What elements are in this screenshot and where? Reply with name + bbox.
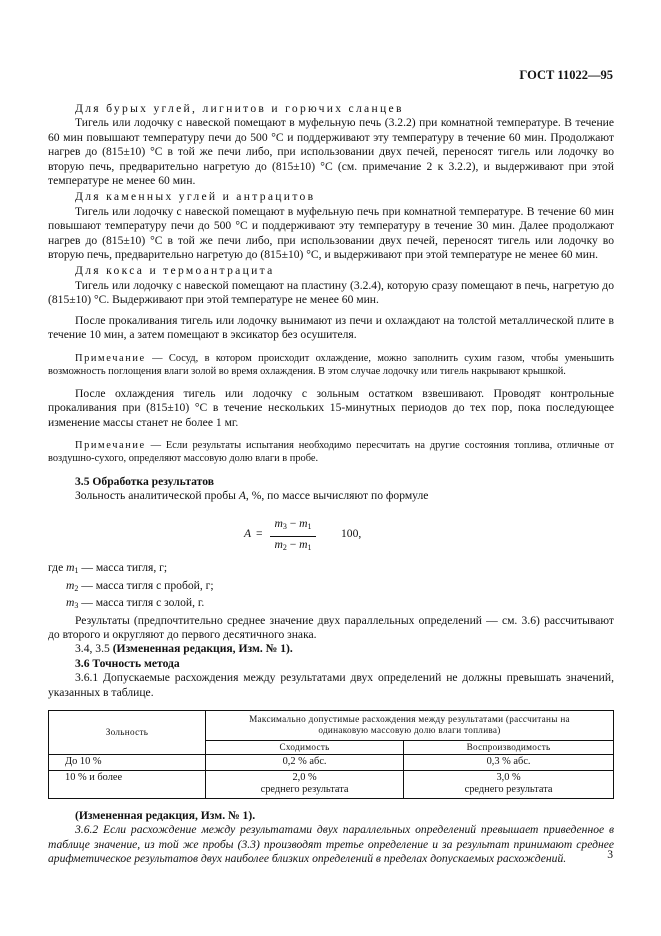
den-b: m [299, 537, 308, 551]
formula-fraction [270, 517, 316, 555]
coke-heading: Для кокса и термоантрацита [75, 264, 275, 278]
note-1-text: — Сосуд, в котором происходит охлаждение, можно заполнить сухим газом, чтобы уменьшить возможность поглощения влаги золой во время охлаждения. В этом случае лодочку или тигель накрывают крышкой. [48, 352, 614, 377]
formula-lhs: A [244, 527, 252, 541]
document-code: ГОСТ 11022—95 [519, 68, 613, 82]
edition-note: (Измененная редакция, Изм. № 1). [112, 642, 293, 656]
after-calcination-text: После прокаливания тигель или лодочку вынимают из печи и охлаждают на толстой металлической плите в течение 10 мин, а затем помещают в эксикатор без осушителя. [48, 313, 614, 342]
section-3-6-1-text: 3.6.1 Допускаемые расхождения между результатами двух определений не должны превышать значений, указанных в таблице. [48, 671, 614, 699]
hard-coal-heading: Для каменных углей и антрацитов [75, 190, 316, 204]
note-1-label: Примечание [75, 352, 146, 364]
def-sub: 3 [74, 601, 79, 611]
table-row [49, 770, 614, 798]
def-text: — масса тигля, г; [78, 561, 168, 575]
ash-formula [48, 517, 614, 553]
note-2-label: Примечание [75, 440, 146, 452]
after-cooling-text: После охлаждения тигель или лодочку с зольным остатком взвешивают. Проводят контрольные прокаливания при (815±10) °С в течение нескольких 15-минутных периодов до тех пор, пока последующее изменение массы станет не более 1 мг. [48, 386, 614, 429]
num-a-sub: 3 [282, 522, 287, 532]
def-symbol: m [66, 561, 75, 575]
header-ash: Зольность [49, 711, 206, 755]
definition-m3 [48, 596, 614, 613]
where-word: где [48, 561, 64, 575]
edition-prefix: 3.4, 3.5 [75, 642, 113, 656]
formula-denominator [270, 537, 316, 555]
hard-coal-text: Тигель или лодочку с навеской помещают в муфельную печь при комнатной температуре. В течение 60 мин повышают температуру печи до 500 °С и поддерживают эту температуру в течение 30 мин. Далее продолжают нагрев до (815±10) °С в той же печи либо, при использовании двух печей, переносят тигель или лодочку во вторую печь, предварительно нагретую до (815±10) °С, и выдерживают при этой температуре не менее 60 мин. [48, 204, 614, 262]
tolerance-table [48, 710, 614, 799]
def-sub: 2 [74, 583, 79, 593]
header-reproducibility: Воспроизводимость [404, 740, 614, 754]
intro-symbol: A [238, 488, 246, 502]
num-a: m [274, 517, 283, 531]
note-1 [48, 352, 614, 378]
den-b-sub: 1 [307, 542, 312, 552]
den-op: − [286, 537, 300, 551]
note-2-text: — Если результаты испытания необходимо пересчитать на другие состояния топлива, отличные от воздушно-сухого, определяют массовую долю влаги в пробе. [48, 440, 614, 465]
cell-ash: До 10 % [49, 755, 206, 771]
edition-3-4-3-5 [48, 642, 614, 656]
formula-numerator [270, 517, 316, 536]
cell-ash: 10 % и более [49, 770, 206, 798]
edition-3-6: (Измененная редакция, Изм. № 1). [75, 809, 256, 822]
section-3-5-title: 3.5 Обработка результатов [75, 474, 214, 488]
cell-value: 2,0 % [292, 771, 317, 783]
def-symbol: m [66, 578, 75, 592]
formula-factor: 100, [341, 527, 362, 541]
intro-text: Зольность аналитической пробы [75, 488, 239, 502]
cell-value: 3,0 % [496, 771, 521, 783]
formula-definitions [48, 561, 614, 613]
num-op: − [286, 517, 300, 531]
den-a: m [274, 537, 283, 551]
def-symbol: m [66, 596, 75, 610]
definition-m1 [48, 561, 614, 578]
intro-text-end: , %, по массе вычисляют по формуле [245, 488, 429, 502]
cell-value-note: среднего результата [260, 784, 349, 796]
brown-coal-text: Тигель или лодочку с навеской помещают в муфельную печь (3.2.2) при комнатной температуре. В течение 60 мин повышают температуру печи до 500 °С и поддерживают эту температуру в течение 60 мин. Продолжают нагрев до (815±10) °С в той же печи либо, при использовании двух печей, переносят тигель или лодочку во вторую печь, предварительно нагретую до (815±10) °С (см. примечание 2 к 3.2.2), и выдерживают при этой температуре не менее 60 мин. [48, 116, 614, 188]
note-2 [48, 439, 614, 465]
definition-m2 [48, 579, 614, 596]
page-number: 3 [607, 848, 613, 861]
den-a-sub: 2 [282, 542, 287, 552]
coke-text: Тигель или лодочку с навеской помещают на пластину (3.2.4), которую сразу помещают в печь, нагретую до (815±10) °С. Выдерживают при этой температуре не менее 60 мин. [48, 278, 614, 307]
cell-reproducibility: 0,3 % абс. [404, 755, 614, 771]
cell-value-note: среднего результата [464, 784, 553, 796]
num-b: m [299, 517, 308, 531]
brown-coal-heading: Для бурых углей, лигнитов и горючих сланцев [75, 102, 404, 115]
num-b-sub: 1 [307, 522, 312, 532]
document-body [48, 100, 614, 867]
section-3-6-2-text: 3.6.2 Если расхождение между результатами двух параллельных определений превышает приведенное в таблице значение, из той же пробы (3.3) производят третье определение и за результат принимают среднее арифметическое результатов двух наиболее близких определений в пределах допускаемых расхождений. [48, 823, 614, 866]
header-convergence: Сходимость [206, 740, 404, 754]
section-3-5-intro [48, 489, 614, 503]
header-group: Максимально допустимые расхождения между результатами (рассчитаны на одинаковую массовую долю влаги топлива) [206, 711, 614, 741]
cell-reproducibility [404, 770, 614, 798]
cell-convergence: 0,2 % абс. [206, 755, 404, 771]
section-3-6-title: 3.6 Точность метода [75, 656, 180, 670]
def-text: — масса тигля с золой, г. [78, 596, 205, 610]
def-text: — масса тигля с пробой, г; [78, 578, 214, 592]
formula-equals: = [256, 527, 263, 541]
results-note: Результаты (предпочтительно среднее значение двух параллельных определений — см. 3.6) рассчитывают до второго и округляют до первого десятичного знака. [48, 613, 614, 641]
table-row [49, 755, 614, 771]
def-sub: 1 [74, 566, 79, 576]
cell-convergence [206, 770, 404, 798]
